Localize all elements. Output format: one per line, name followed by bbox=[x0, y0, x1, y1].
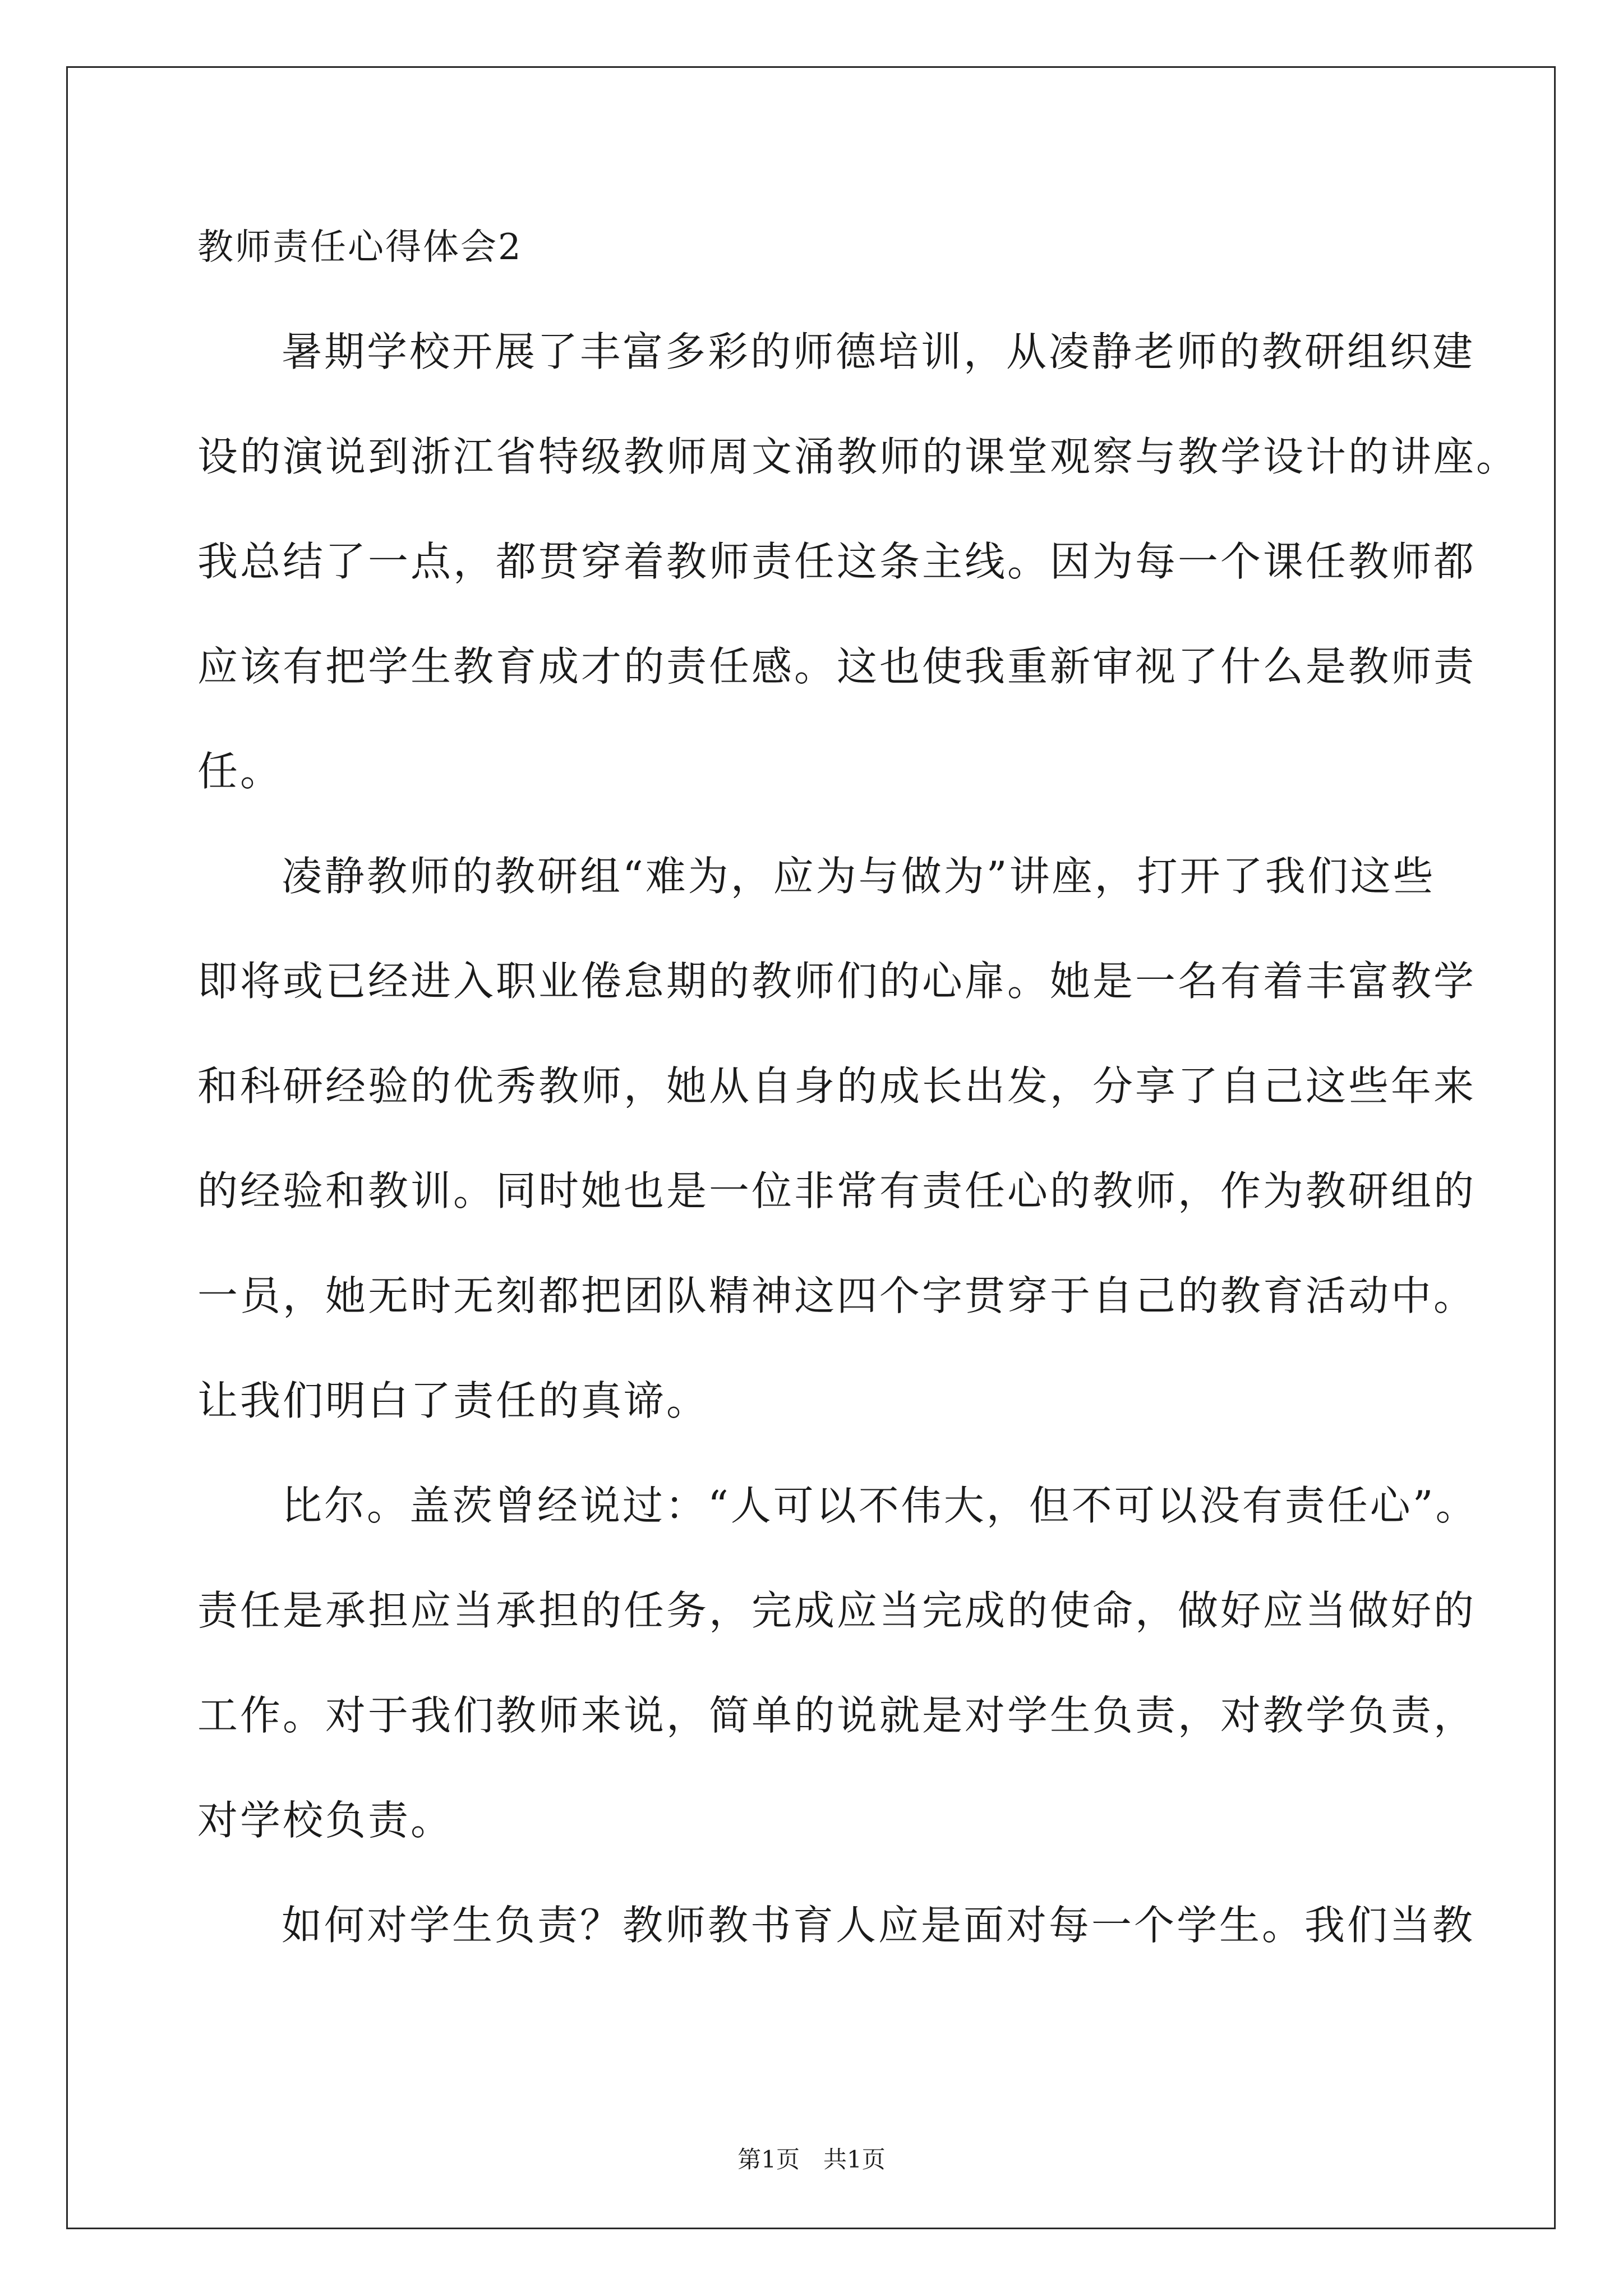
paragraph-3-line-4: 对学校负责。 bbox=[197, 1797, 454, 1844]
paragraph-1-line-2: 设的演说到浙江省特级教师周文涌教师的课堂观察与教学设计的讲座。 bbox=[197, 433, 1519, 480]
paragraph-3-line-2: 责任是承担应当承担的任务，完成应当完成的使命，做好应当做好的 bbox=[197, 1587, 1477, 1634]
paragraph-2-line-5: 一员，她无时无刻都把团队精神这四个字贯穿于自己的教育活动中。 bbox=[197, 1272, 1477, 1319]
paragraph-2-line-2: 即将或已经进入职业倦怠期的教师们的心扉。她是一名有着丰富教学 bbox=[197, 958, 1477, 1005]
paragraph-2-line-3: 和科研经验的优秀教师，她从自身的成长出发，分享了自己这些年来 bbox=[197, 1062, 1477, 1110]
paragraph-1-line-3: 我总结了一点，都贯穿着教师责任这条主线。因为每一个课任教师都 bbox=[197, 538, 1477, 585]
page-number: 第1页 共1页 bbox=[737, 2146, 886, 2173]
paragraph-2-line-1: 凌静教师的教研组“难为，应为与做为”讲座，打开了我们这些 bbox=[282, 853, 1436, 900]
paragraph-1-line-5: 任。 bbox=[197, 748, 283, 795]
paragraph-4-line-1: 如何对学生负责？教师教书育人应是面对每一个学生。我们当教 bbox=[282, 1902, 1476, 1949]
document-title: 教师责任心得体会2 bbox=[197, 227, 523, 268]
paragraph-2-line-6: 让我们明白了责任的真谛。 bbox=[197, 1377, 709, 1424]
paragraph-1-line-4: 应该有把学生教育成才的责任感。这也使我重新审视了什么是教师责 bbox=[197, 643, 1477, 690]
paragraph-1-line-1: 暑期学校开展了丰富多彩的师德培训，从凌静老师的教研组织建 bbox=[282, 328, 1476, 375]
paragraph-3-line-1: 比尔。盖茨曾经说过：“人可以不伟大，但不可以没有责任心”。 bbox=[282, 1482, 1478, 1529]
paragraph-2-line-4: 的经验和教训。同时她也是一位非常有责任心的教师，作为教研组的 bbox=[197, 1167, 1477, 1214]
paragraph-3-line-3: 工作。对于我们教师来说，简单的说就是对学生负责，对教学负责， bbox=[197, 1692, 1477, 1739]
